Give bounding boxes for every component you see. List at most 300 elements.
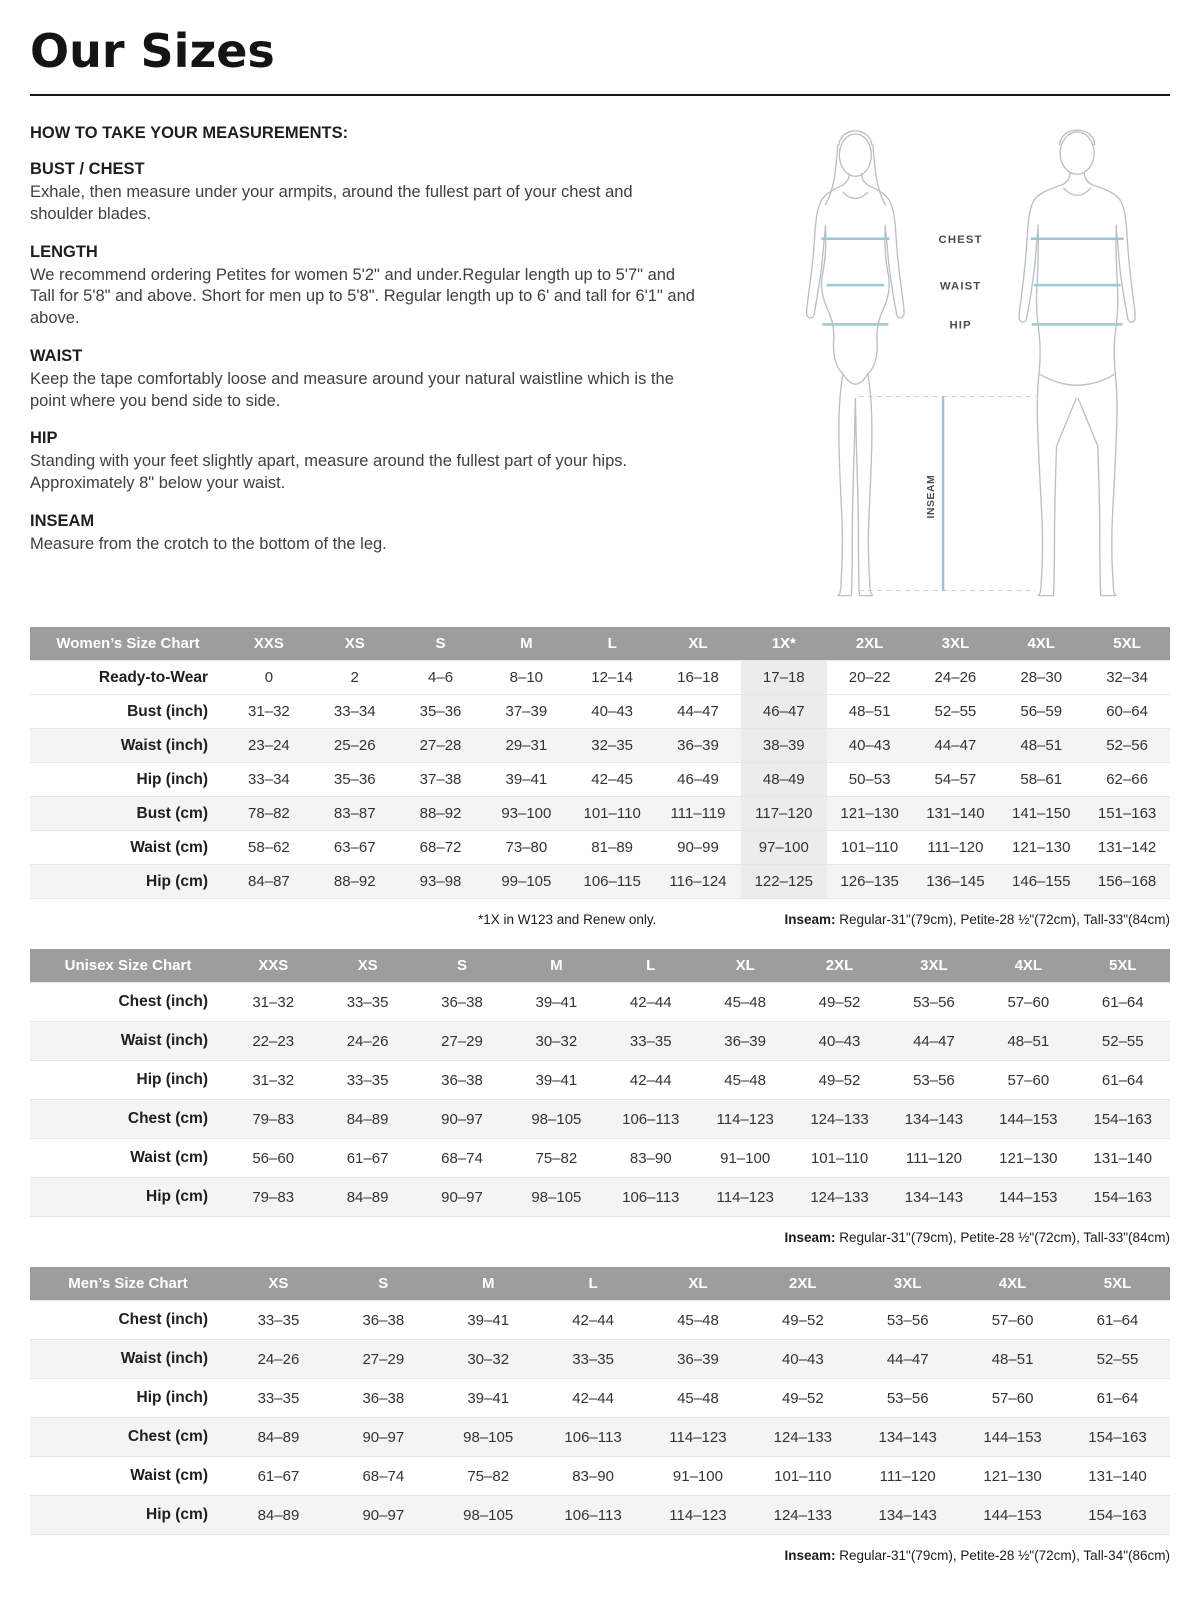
row-label: Bust (cm) (30, 797, 226, 831)
size-cell: 27–28 (398, 729, 484, 763)
size-cell: 22–23 (226, 1022, 320, 1061)
size-cell: 37–38 (398, 763, 484, 797)
inseam-note-text: Regular-31"(79cm), Petite-28 ½"(72cm), Tall-34"(86cm) (835, 1548, 1170, 1563)
size-cell: 48–51 (960, 1340, 1065, 1379)
size-cell: 75–82 (436, 1457, 541, 1496)
size-cell: 17–18 (741, 661, 827, 695)
size-cell: 53–56 (887, 1061, 981, 1100)
column-header-4xl: 4XL (960, 1267, 1065, 1301)
column-header-s: S (415, 949, 509, 983)
waist-label: WAIST (939, 280, 982, 293)
size-cell: 28–30 (998, 661, 1084, 695)
size-cell: 39–41 (483, 763, 569, 797)
size-cell: 53–56 (855, 1379, 960, 1418)
section-hip (30, 429, 698, 495)
unisex-footnotes (30, 1230, 1170, 1245)
size-cell: 99–105 (483, 865, 569, 899)
size-cell: 52–55 (913, 695, 999, 729)
column-header-m: M (509, 949, 603, 983)
table-row (30, 797, 1170, 831)
size-cell: 20–22 (827, 661, 913, 695)
table-row (30, 695, 1170, 729)
table-row (30, 763, 1170, 797)
size-cell: 83–90 (604, 1139, 698, 1178)
size-cell: 84–89 (226, 1418, 331, 1457)
size-cell: 84–87 (226, 865, 312, 899)
size-cell: 131–140 (913, 797, 999, 831)
page-title: Our Sizes (30, 24, 275, 78)
size-cell: 33–35 (604, 1022, 698, 1061)
diagram-labels (926, 234, 983, 519)
section-length (30, 243, 698, 330)
column-header-5xl: 5XL (1084, 627, 1170, 661)
size-cell: 57–60 (960, 1301, 1065, 1340)
size-cell: 37–39 (483, 695, 569, 729)
size-cell: 131–142 (1084, 831, 1170, 865)
size-cell: 154–163 (1076, 1100, 1170, 1139)
row-label: Waist (inch) (30, 1340, 226, 1379)
table-row (30, 1457, 1170, 1496)
size-cell: 33–35 (226, 1301, 331, 1340)
size-cell: 42–44 (541, 1301, 646, 1340)
column-header-5xl: 5XL (1076, 949, 1170, 983)
size-cell: 31–32 (226, 983, 320, 1022)
size-cell: 88–92 (312, 865, 398, 899)
row-label: Chest (inch) (30, 1301, 226, 1340)
size-cell: 24–26 (226, 1340, 331, 1379)
size-cell: 49–52 (750, 1379, 855, 1418)
size-cell: 48–51 (998, 729, 1084, 763)
table-unisex (30, 949, 1170, 1217)
row-label: Bust (inch) (30, 695, 226, 729)
size-cell: 2 (312, 661, 398, 695)
size-cell: 36–38 (415, 983, 509, 1022)
size-cell: 90–99 (655, 831, 741, 865)
size-cell: 144–153 (981, 1100, 1075, 1139)
size-cell: 61–64 (1065, 1301, 1170, 1340)
size-cell: 39–41 (509, 1061, 603, 1100)
size-cell: 90–97 (331, 1418, 436, 1457)
size-cell: 39–41 (509, 983, 603, 1022)
size-cell: 141–150 (998, 797, 1084, 831)
row-label: Hip (cm) (30, 865, 226, 899)
column-header-s: S (398, 627, 484, 661)
size-cell: 49–52 (792, 983, 886, 1022)
size-cell: 49–52 (750, 1301, 855, 1340)
size-cell: 46–47 (741, 695, 827, 729)
size-cell: 58–61 (998, 763, 1084, 797)
size-cell: 40–43 (569, 695, 655, 729)
size-cell: 44–47 (855, 1340, 960, 1379)
size-cell: 122–125 (741, 865, 827, 899)
size-cell: 68–74 (415, 1139, 509, 1178)
size-cell: 36–38 (415, 1061, 509, 1100)
size-cell: 57–60 (960, 1379, 1065, 1418)
size-cell: 124–133 (792, 1178, 886, 1217)
size-cell: 49–52 (792, 1061, 886, 1100)
mens-footnotes (30, 1548, 1170, 1563)
size-cell: 24–26 (320, 1022, 414, 1061)
size-cell: 106–113 (604, 1100, 698, 1139)
size-cell: 79–83 (226, 1100, 320, 1139)
size-cell: 61–67 (226, 1457, 331, 1496)
size-cell: 98–105 (509, 1100, 603, 1139)
mens-inseam-note (784, 1548, 1170, 1563)
size-cell: 154–163 (1065, 1496, 1170, 1535)
section-title: BUST / CHEST (30, 160, 145, 178)
table-row (30, 1301, 1170, 1340)
title-rule (30, 94, 1170, 96)
size-cell: 12–14 (569, 661, 655, 695)
row-label: Waist (cm) (30, 1139, 226, 1178)
column-header-xl: XL (646, 1267, 751, 1301)
size-cell: 84–89 (226, 1496, 331, 1535)
table-row (30, 1100, 1170, 1139)
row-label: Hip (cm) (30, 1178, 226, 1217)
inseam-label: INSEAM (925, 474, 937, 519)
table-title: Men’s Size Chart (30, 1267, 226, 1301)
size-cell: 33–35 (226, 1379, 331, 1418)
size-cell: 23–24 (226, 729, 312, 763)
howto-heading: HOW TO TAKE YOUR MEASUREMENTS: (30, 124, 349, 142)
chest-label: CHEST (938, 233, 983, 246)
table-row (30, 831, 1170, 865)
size-cell: 53–56 (855, 1301, 960, 1340)
table-row (30, 1418, 1170, 1457)
table-row (30, 1022, 1170, 1061)
unisex-size-chart-section (30, 949, 1170, 1245)
size-cell: 106–113 (604, 1178, 698, 1217)
row-label: Hip (cm) (30, 1496, 226, 1535)
size-cell: 131–140 (1065, 1457, 1170, 1496)
column-header-3xl: 3XL (855, 1267, 960, 1301)
section-inseam (30, 512, 698, 556)
unisex-inseam-note (784, 1230, 1170, 1245)
size-cell: 54–57 (913, 763, 999, 797)
hip-label: HIP (949, 319, 972, 332)
size-cell: 27–29 (415, 1022, 509, 1061)
size-cell: 68–74 (331, 1457, 436, 1496)
size-cell: 62–66 (1084, 763, 1170, 797)
inseam-note-text: Regular-31"(79cm), Petite-28 ½"(72cm), Tall-33"(84cm) (835, 912, 1170, 927)
inseam-note-text: Regular-31"(79cm), Petite-28 ½"(72cm), Tall-33"(84cm) (835, 1230, 1170, 1245)
size-cell: 124–133 (792, 1100, 886, 1139)
size-cell: 45–48 (698, 983, 792, 1022)
size-cell: 57–60 (981, 1061, 1075, 1100)
size-guide-page (0, 24, 1200, 1599)
size-cell: 40–43 (827, 729, 913, 763)
size-cell: 52–56 (1084, 729, 1170, 763)
size-cell: 35–36 (398, 695, 484, 729)
size-cell: 151–163 (1084, 797, 1170, 831)
section-body: Exhale, then measure under your armpits, around the fullest part of your chest and shoulder blades. (30, 183, 633, 223)
size-cell: 144–153 (960, 1496, 1065, 1535)
size-cell: 45–48 (646, 1379, 751, 1418)
table-mens (30, 1267, 1170, 1535)
size-cell: 45–48 (698, 1061, 792, 1100)
size-cell: 101–110 (792, 1139, 886, 1178)
size-cell: 33–35 (320, 983, 414, 1022)
size-cell: 93–98 (398, 865, 484, 899)
size-cell: 68–72 (398, 831, 484, 865)
size-cell: 121–130 (827, 797, 913, 831)
size-cell: 33–34 (312, 695, 398, 729)
column-header-4xl: 4XL (981, 949, 1075, 983)
size-cell: 40–43 (792, 1022, 886, 1061)
size-cell: 124–133 (750, 1496, 855, 1535)
size-cell: 31–32 (226, 695, 312, 729)
column-header-4xl: 4XL (998, 627, 1084, 661)
column-header-xl: XL (698, 949, 792, 983)
row-label: Ready-to-Wear (30, 661, 226, 695)
size-cell: 90–97 (415, 1100, 509, 1139)
size-cell: 121–130 (960, 1457, 1065, 1496)
size-cell: 84–89 (320, 1178, 414, 1217)
womens-size-chart-section (30, 627, 1170, 927)
column-header-m: M (436, 1267, 541, 1301)
column-header-3xl: 3XL (913, 627, 999, 661)
size-cell: 48–51 (827, 695, 913, 729)
row-label: Chest (cm) (30, 1100, 226, 1139)
womens-footnotes (30, 912, 1170, 927)
size-cell: 75–82 (509, 1139, 603, 1178)
size-cell: 134–143 (855, 1418, 960, 1457)
size-cell: 32–34 (1084, 661, 1170, 695)
row-label: Chest (cm) (30, 1418, 226, 1457)
size-cell: 45–48 (646, 1301, 751, 1340)
column-header-xl: XL (655, 627, 741, 661)
size-cell: 156–168 (1084, 865, 1170, 899)
column-header-xxs: XXS (226, 627, 312, 661)
measurement-diagram (698, 120, 1170, 605)
column-header-3xl: 3XL (887, 949, 981, 983)
size-cell: 111–119 (655, 797, 741, 831)
size-cell: 32–35 (569, 729, 655, 763)
size-cell: 114–123 (646, 1418, 751, 1457)
unisex-size-chart (30, 949, 1170, 1217)
column-header-1x: 1X* (741, 627, 827, 661)
size-cell: 78–82 (226, 797, 312, 831)
table-row (30, 661, 1170, 695)
table-title: Unisex Size Chart (30, 949, 226, 983)
size-cell: 83–90 (541, 1457, 646, 1496)
size-cell: 16–18 (655, 661, 741, 695)
table-row (30, 1340, 1170, 1379)
column-header-2xl: 2XL (792, 949, 886, 983)
size-cell: 73–80 (483, 831, 569, 865)
size-cell: 121–130 (998, 831, 1084, 865)
size-cell: 25–26 (312, 729, 398, 763)
size-cell: 79–83 (226, 1178, 320, 1217)
size-cell: 40–43 (750, 1340, 855, 1379)
section-body: Measure from the crotch to the bottom of the leg. (30, 534, 387, 553)
column-header-xs: XS (320, 949, 414, 983)
mens-size-chart (30, 1267, 1170, 1535)
size-cell: 8–10 (483, 661, 569, 695)
table-row (30, 1139, 1170, 1178)
inseam-note-label: Inseam: (784, 1230, 836, 1245)
size-cell: 154–163 (1076, 1178, 1170, 1217)
size-cell: 111–120 (855, 1457, 960, 1496)
size-cell: 4–6 (398, 661, 484, 695)
size-cell: 91–100 (698, 1139, 792, 1178)
size-cell: 35–36 (312, 763, 398, 797)
size-cell: 39–41 (436, 1379, 541, 1418)
column-header-l: L (541, 1267, 646, 1301)
size-cell: 134–143 (887, 1178, 981, 1217)
size-cell: 131–140 (1076, 1139, 1170, 1178)
size-cell: 88–92 (398, 797, 484, 831)
inseam-note-label: Inseam: (784, 1548, 836, 1563)
table-row (30, 983, 1170, 1022)
size-cell: 42–44 (604, 1061, 698, 1100)
column-header-xs: XS (226, 1267, 331, 1301)
size-cell: 36–39 (698, 1022, 792, 1061)
header-row (30, 1267, 1170, 1301)
size-cell: 134–143 (855, 1496, 960, 1535)
size-cell: 144–153 (960, 1418, 1065, 1457)
measurement-instructions (30, 120, 698, 556)
womens-1x-footnote: *1X in W123 and Renew only. (478, 912, 657, 927)
womens-inseam-note (784, 912, 1170, 927)
section-title: INSEAM (30, 511, 95, 530)
size-cell: 117–120 (741, 797, 827, 831)
size-cell: 83–87 (312, 797, 398, 831)
size-cell: 106–115 (569, 865, 655, 899)
female-male-outlines (807, 130, 1136, 596)
size-cell: 116–124 (655, 865, 741, 899)
size-cell: 24–26 (913, 661, 999, 695)
section-title: HIP (30, 429, 58, 448)
section-body: Standing with your feet slightly apart, measure around the fullest part of your hips. Approximately 8" below your waist. (30, 452, 628, 493)
inseam-guide-dashes (858, 397, 1035, 591)
size-charts (30, 627, 1170, 1563)
section-body: We recommend ordering Petites for women 5'2" and under.Regular length up to 5'7" and Tall for 5'8" and above. Short for men up to 5'8". Regular length up to 6' and tall for 6'1" and above. (30, 265, 695, 328)
size-cell: 126–135 (827, 865, 913, 899)
size-cell: 146–155 (998, 865, 1084, 899)
size-cell: 36–38 (331, 1379, 436, 1418)
size-cell: 136–145 (913, 865, 999, 899)
size-cell: 61–64 (1065, 1379, 1170, 1418)
size-cell: 121–130 (981, 1139, 1075, 1178)
size-cell: 124–133 (750, 1418, 855, 1457)
size-cell: 63–67 (312, 831, 398, 865)
size-cell: 114–123 (698, 1178, 792, 1217)
size-cell: 81–89 (569, 831, 655, 865)
row-label: Waist (cm) (30, 831, 226, 865)
size-cell: 144–153 (981, 1178, 1075, 1217)
size-cell: 29–31 (483, 729, 569, 763)
size-cell: 48–49 (741, 763, 827, 797)
section-title: WAIST (30, 346, 83, 365)
size-cell: 30–32 (509, 1022, 603, 1061)
header-row (30, 627, 1170, 661)
size-cell: 114–123 (646, 1496, 751, 1535)
size-cell: 61–64 (1076, 1061, 1170, 1100)
size-cell: 91–100 (646, 1457, 751, 1496)
size-cell: 101–110 (750, 1457, 855, 1496)
table-row (30, 1379, 1170, 1418)
column-header-m: M (483, 627, 569, 661)
column-header-l: L (604, 949, 698, 983)
size-cell: 44–47 (655, 695, 741, 729)
size-cell: 56–59 (998, 695, 1084, 729)
row-label: Hip (inch) (30, 1379, 226, 1418)
size-cell: 48–51 (981, 1022, 1075, 1061)
size-cell: 61–67 (320, 1139, 414, 1178)
size-cell: 114–123 (698, 1100, 792, 1139)
column-header-s: S (331, 1267, 436, 1301)
table-row (30, 729, 1170, 763)
size-cell: 101–110 (827, 831, 913, 865)
size-cell: 38–39 (741, 729, 827, 763)
size-cell: 0 (226, 661, 312, 695)
size-cell: 30–32 (436, 1340, 541, 1379)
table-row (30, 1061, 1170, 1100)
size-cell: 52–55 (1076, 1022, 1170, 1061)
size-cell: 33–34 (226, 763, 312, 797)
size-cell: 39–41 (436, 1301, 541, 1340)
column-header-xxs: XXS (226, 949, 320, 983)
header-row (30, 949, 1170, 983)
section-waist (30, 347, 698, 413)
size-cell: 98–105 (436, 1418, 541, 1457)
row-label: Waist (inch) (30, 1022, 226, 1061)
size-cell: 53–56 (887, 983, 981, 1022)
size-cell: 42–44 (541, 1379, 646, 1418)
size-cell: 90–97 (415, 1178, 509, 1217)
row-label: Hip (inch) (30, 763, 226, 797)
size-cell: 46–49 (655, 763, 741, 797)
size-cell: 44–47 (913, 729, 999, 763)
column-header-5xl: 5XL (1065, 1267, 1170, 1301)
size-cell: 27–29 (331, 1340, 436, 1379)
size-cell: 42–44 (604, 983, 698, 1022)
size-cell: 58–62 (226, 831, 312, 865)
size-cell: 84–89 (320, 1100, 414, 1139)
size-cell: 33–35 (541, 1340, 646, 1379)
section-body: Keep the tape comfortably loose and measure around your natural waistline which is the point where you bend side to side. (30, 369, 674, 410)
row-label: Chest (inch) (30, 983, 226, 1022)
size-cell: 56–60 (226, 1139, 320, 1178)
size-cell: 60–64 (1084, 695, 1170, 729)
column-header-xs: XS (312, 627, 398, 661)
size-cell: 61–64 (1076, 983, 1170, 1022)
row-label: Waist (cm) (30, 1457, 226, 1496)
table-row (30, 865, 1170, 899)
table-row (30, 1178, 1170, 1217)
size-cell: 33–35 (320, 1061, 414, 1100)
section-title: LENGTH (30, 242, 98, 261)
body-outlines-illustration (778, 120, 1170, 605)
size-cell: 97–100 (741, 831, 827, 865)
measurement-guide (30, 120, 1170, 605)
column-header-l: L (569, 627, 655, 661)
size-cell: 111–120 (887, 1139, 981, 1178)
table-row (30, 1496, 1170, 1535)
size-cell: 93–100 (483, 797, 569, 831)
size-cell: 106–113 (541, 1418, 646, 1457)
size-cell: 31–32 (226, 1061, 320, 1100)
size-cell: 98–105 (436, 1496, 541, 1535)
size-cell: 106–113 (541, 1496, 646, 1535)
size-cell: 50–53 (827, 763, 913, 797)
size-cell: 36–38 (331, 1301, 436, 1340)
size-cell: 111–120 (913, 831, 999, 865)
size-cell: 52–55 (1065, 1340, 1170, 1379)
column-header-2xl: 2XL (750, 1267, 855, 1301)
size-cell: 57–60 (981, 983, 1075, 1022)
